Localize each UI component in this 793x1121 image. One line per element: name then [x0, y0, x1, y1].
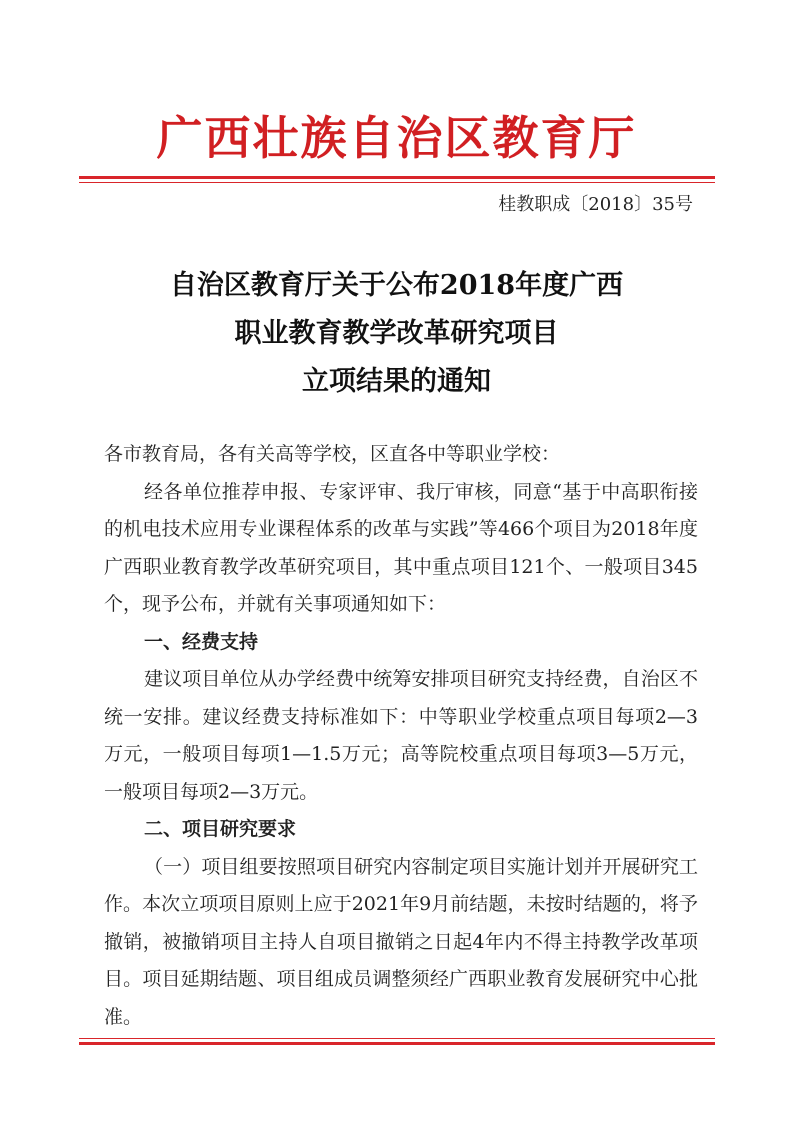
intro-paragraph: 经各单位推荐申报、专家评审、我厅审核，同意“基于中高职衔接的机电技术应用专业课程体系的改革与实践”等466个项目为2018年度广西职业教育教学改革研究项目，其中重点项目121个、一般项目345个，现予公布，并就有关事项通知如下：: [104, 480, 698, 615]
header-red-rule-thick: [79, 176, 715, 179]
notice-body: [104, 436, 698, 1036]
section-1-paragraph: 建议项目单位从办学经费中统筹安排项目研究支持经费，自治区不统一安排。建议经费支持标准如下：中等职业学校重点项目每项2—3万元，一般项目每项1—1.5万元；高等院校重点项目每项3—5万元，一般项目每项2—3万元。: [104, 668, 698, 803]
section-2-paragraph: （一）项目组要按照项目研究内容制定项目实施计划并开展研究工作。本次立项项目原则上应于2021年9月前结题，未按时结题的，将予撤销，被撤销项目主持人自项目撤销之日起4年内不得主持教学改革项目。项目延期结题、项目组成员调整须经广西职业教育发展研究中心批准。: [104, 855, 698, 1028]
footer-red-rule-thick: [79, 1042, 715, 1045]
notice-title-line-3: 立项结果的通知: [302, 366, 491, 397]
section-2-heading: 二、项目研究要求: [144, 818, 297, 840]
document-number: 桂教职成〔2018〕35号: [498, 194, 693, 215]
header-red-rule-thin: [79, 182, 715, 183]
notice-title: [0, 262, 793, 406]
notice-title-line-1: 自治区教育厅关于公布2018年度广西: [169, 270, 624, 301]
issuing-authority-title: 广西壮族自治区教育厅: [156, 111, 637, 165]
notice-title-line-2: 职业教育教学改革研究项目: [234, 318, 559, 349]
section-1-heading: 一、经费支持: [144, 630, 259, 653]
salutation: 各市教育局，各有关高等学校，区直各中等职业学校：: [104, 443, 561, 465]
footer-red-rule-thin: [79, 1038, 715, 1039]
